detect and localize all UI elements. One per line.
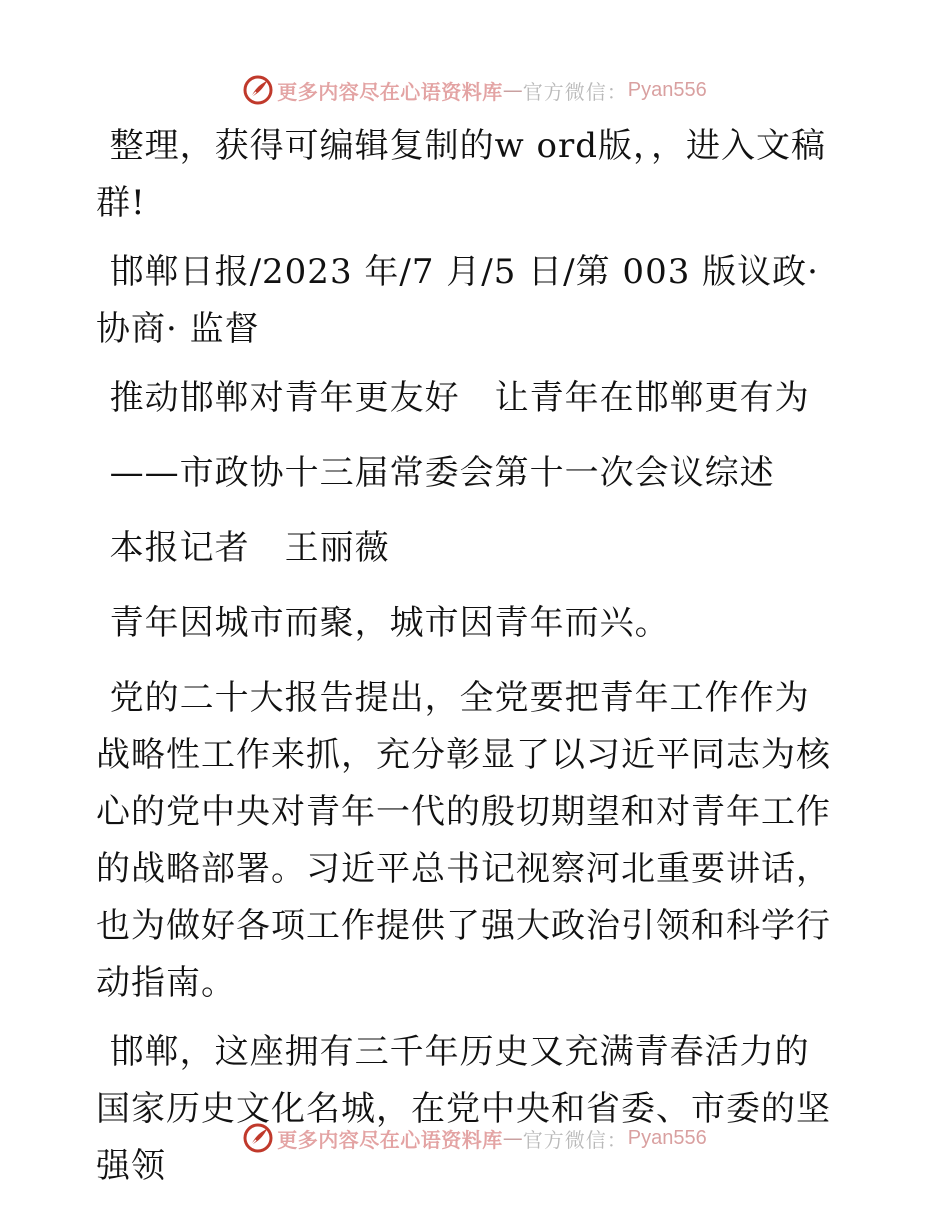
article-subtitle: ——市政协十三届常委会第十一次会议综述 (109, 453, 775, 493)
footer-watermark (0, 1118, 950, 1158)
body-paragraph: 邯郸，这座拥有三千年历史又充满青春活力的国家历史文化名城，在党中央和省委、市委的坚强领 (96, 1032, 831, 1186)
watermark-wechat-label: 官方微信： (522, 79, 628, 104)
document-body (96, 118, 836, 1207)
watermark-dash: — (502, 1126, 523, 1150)
source-line: 邯郸日报/2023 年/7 月/5 日/第 003 版议政·协商· 监督 (96, 252, 819, 349)
watermark-wechat-label: 官方微信： (522, 1127, 628, 1152)
watermark-text: 更多内容尽在心语资料库 (277, 1127, 503, 1152)
header-watermark (0, 70, 950, 110)
watermark-dash: — (502, 78, 523, 102)
watermark-wechat-id: Pyan556 (627, 1126, 707, 1149)
watermark-text: 更多内容尽在心语资料库 (277, 79, 503, 104)
watermark-wechat-id: Pyan556 (627, 78, 707, 101)
byline: 本报记者 王丽薇 (109, 528, 390, 568)
feather-pen-logo-icon (243, 75, 273, 105)
article-title: 推动邯郸对青年更友好 让青年在邯郸更有为 (109, 378, 810, 418)
intro-note: 整理，获得可编辑复制的w ord版，，进入文稿群! (96, 126, 826, 223)
body-paragraph: 党的二十大报告提出，全党要把青年工作作为战略性工作来抓，充分彰显了以习近平同志为核心的党中央对青年一代的殷切期望和对青年工作的战略部署。习近平总书记视察河北重要讲话，也为做好各项工作提供了强大政治引领和科学行动指南。 (96, 678, 831, 1003)
lead-sentence: 青年因城市而聚，城市因青年而兴。 (109, 603, 670, 643)
feather-pen-logo-icon (243, 1123, 273, 1153)
